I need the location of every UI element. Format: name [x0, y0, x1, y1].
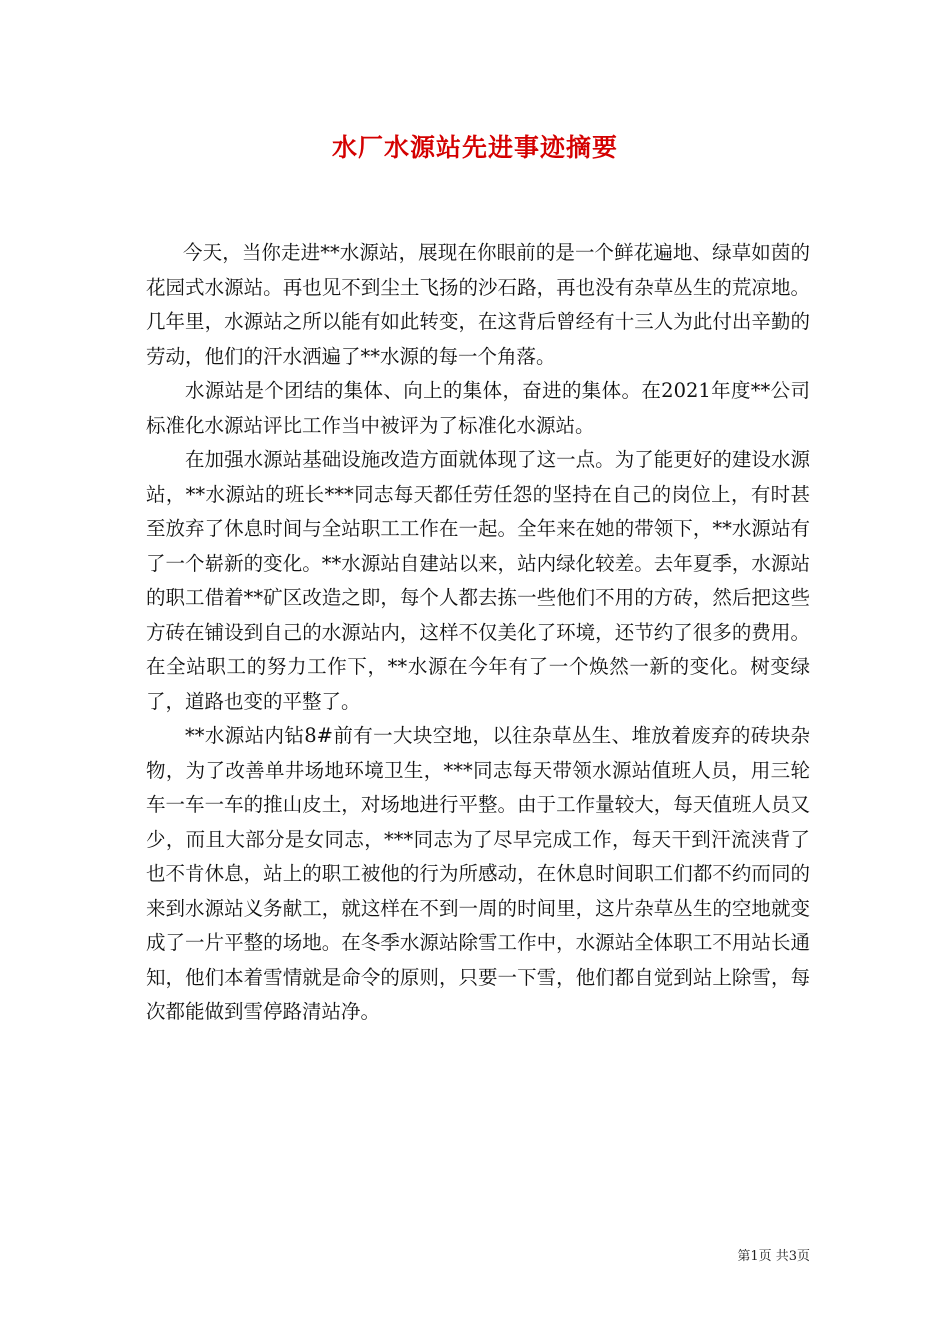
- document-body: [146, 236, 810, 1030]
- paragraph-1: 今天，当你走进**水源站，展现在你眼前的是一个鲜花遍地、绿草如茵的花园式水源站。再也见不到尘土飞扬的沙石路，再也没有杂草丛生的荒凉地。几年里，水源站之所以能有如此转变，在这背后曾经有十三人为此付出辛勤的劳动，他们的汗水洒遍了**水源的每一个角落。: [146, 241, 810, 368]
- document-title: 水厂水源站先进事迹摘要: [331, 133, 618, 162]
- paragraph-4: **水源站内钻8#前有一大块空地，以往杂草丛生、堆放着废弃的砖块杂物，为了改善单井场地环境卫生，***同志每天带领水源站值班人员，用三轮车一车一车的推山皮土，对场地进行平整。由于工作量较大，每天值班人员又少，而且大部分是女同志，***同志为了尽早完成工作，每天干到汗流浃背了也不肯休息，站上的职工被他的行为所感动，在休息时间职工们都不约而同的来到水源站义务献工，就这样在不到一周的时间里，这片杂草丛生的空地就变成了一片平整的场地。在冬季水源站除雪工作中，水源站全体职工不用站长通知，他们本着雪情就是命令的原则，只要一下雪，他们都自觉到站上除雪，每次都能做到雪停路清站净。: [146, 724, 810, 1023]
- paragraph-2: 水源站是个团结的集体、向上的集体，奋进的集体。在2021年度**公司标准化水源站评比工作当中被评为了标准化水源站。: [146, 379, 810, 437]
- page-number-footer: 第1页 共3页: [737, 1249, 810, 1264]
- paragraph-3: 在加强水源站基础设施改造方面就体现了这一点。为了能更好的建设水源站，**水源站的班长***同志每天都任劳任怨的坚持在自己的岗位上，有时甚至放弃了休息时间与全站职工工作在一起。全年来在她的带领下，**水源站有了一个崭新的变化。**水源站自建站以来，站内绿化较差。去年夏季，水源站的职工借着**矿区改造之即，每个人都去拣一些他们不用的方砖，然后把这些方砖在铺设到自己的水源站内，这样不仅美化了环境，还节约了很多的费用。在全站职工的努力工作下，**水源在今年有了一个焕然一新的变化。树变绿了，道路也变的平整了。: [146, 448, 810, 713]
